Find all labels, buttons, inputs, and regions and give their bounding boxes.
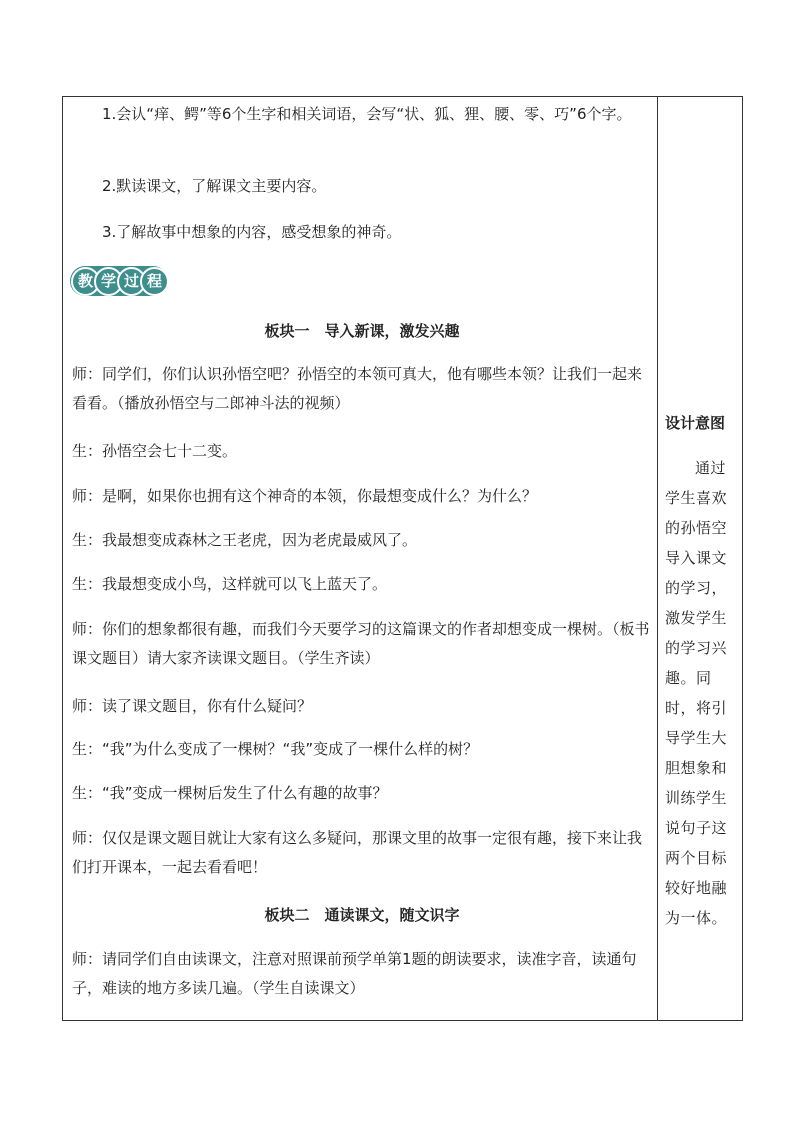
dialogue-line: 生：我最想变成小鸟，这样就可以飞上蓝天了。 — [72, 575, 388, 593]
dialogue-line: 生：我最想变成森林之王老虎，因为老虎最威风了。 — [72, 531, 418, 549]
dialogue-line: 师：仅仅是课文题目就让大家有这么多疑问，那课文里的故事一定很有趣，接下来让我们打开课本，一起去看看吧！ — [72, 829, 643, 876]
teaching-process-badge — [70, 266, 168, 296]
main-column — [62, 96, 657, 1021]
badge-char: 学 — [94, 267, 123, 296]
badge-char: 程 — [140, 267, 169, 296]
design-intent-title: 设计意图 — [665, 414, 726, 432]
dialogue-line: 生：“我”变成一棵树后发生了什么有趣的故事？ — [72, 784, 388, 802]
section-2-title: 板块二 通读课文，随文识字 — [264, 906, 460, 924]
dialogue-line: 师：同学们，你们认识孙悟空吧？孙悟空的本领可真大，他有哪些本领？让我们一起来看看。（播放孙悟空与二郎神斗法的视频） — [72, 365, 643, 412]
design-intent-text: 通过学生喜欢的孙悟空导入课文的学习，激发学生的学习兴趣。同时，将引导学生大胆想象和训练学生说句子这两个目标较好地融为一体。 — [665, 459, 728, 927]
dialogue-line: 生：孙悟空会七十二变。 — [72, 442, 238, 460]
design-intent-column — [658, 96, 743, 1021]
dialogue-line: 师：读了课文题目，你有什么疑问？ — [72, 697, 313, 715]
objective-1: 1.会认“痒、鳄”等6个生字和相关词语，会写“状、狐、狸、腰、零、巧”6个字。 — [102, 105, 632, 123]
dialogue-line: 师：你们的想象都很有趣，而我们今天要学习的这篇课文的作者却想变成一棵树。（板书课文题目）请大家齐读课文题目。（学生齐读） — [72, 620, 650, 667]
objective-2: 2.默读课文，了解课文主要内容。 — [102, 177, 327, 195]
section-1-title: 板块一 导入新课，激发兴趣 — [264, 322, 460, 340]
objective-3: 3.了解故事中想象的内容，感受想象的神奇。 — [102, 223, 402, 241]
dialogue-line: 师：请同学们自由读课文，注意对照课前预学单第1题的朗读要求，读准字音，读通句子，难读的地方多读几遍。（学生自读课文） — [72, 950, 637, 997]
dialogue-line: 生：“我”为什么变成了一棵树？“我”变成了一棵什么样的树？ — [72, 740, 479, 758]
dialogue-line: 师：是啊，如果你也拥有这个神奇的本领，你最想变成什么？为什么？ — [72, 487, 538, 505]
badge-char: 教 — [71, 267, 100, 296]
badge-char: 过 — [117, 267, 146, 296]
